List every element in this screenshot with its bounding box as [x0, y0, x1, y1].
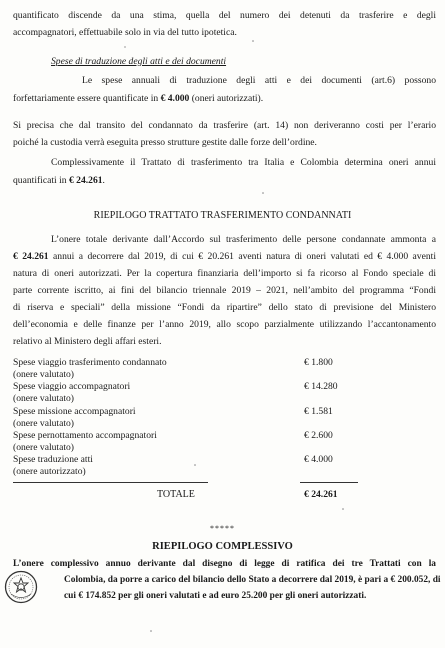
cost-amount: € 2.600 [304, 430, 333, 441]
traduzione-line-1: Le spese annuali di traduzione degli atti e dei documenti (art.6) possono [82, 75, 436, 86]
traduzione-amount: € 4.000 [160, 93, 190, 104]
table-rule-right [300, 482, 358, 483]
intro-line-2: accompagnatori, effettuabile solo in via del tutto ipotetica. [13, 27, 237, 38]
riepilogo-trattato-title: RIEPILOGO TRATTATO TRASFERIMENTO CONDANNATI [93, 210, 352, 221]
riepilogo-trattato-line-3: natura di oneri autorizzati. Per la copertura finanziaria dell’importo si fa ricorso al Fondo speciale di [13, 268, 436, 279]
complessivamente-line-1: Complessivamente il Trattato di trasferimento tra Italia e Colombia determina oneri annui [51, 157, 436, 168]
complessivamente-amount: € 24.261 [68, 175, 103, 186]
section-heading-traduzione: Spese di traduzione degli atti e dei documenti [51, 56, 227, 67]
official-seal-icon [4, 570, 38, 604]
scan-speck [124, 46, 126, 48]
cost-label: Spese pernottamento accompagnatori [13, 430, 157, 441]
riepilogo-complessivo-line-2: Colombia, da porre a carico del bilancio dello Stato a decorrere dal 2019, è pari a € 200.052, di [64, 575, 441, 585]
table-rule-left [13, 482, 208, 483]
cost-label: Spese viaggio trasferimento condannato [13, 357, 167, 368]
cost-amount: € 4.000 [304, 454, 333, 465]
total-label: TOTALE [157, 489, 195, 500]
riepilogo-trattato-line-1: L’onere totale derivante dall’Accordo sul trasferimento delle persone condannate ammonta a [51, 234, 436, 245]
cost-label: Spese traduzione atti [13, 454, 93, 465]
traduzione-line-2 [13, 93, 263, 105]
traduzione-text-pre: forfettariamente essere quantificate in [13, 93, 161, 104]
cost-amount: € 1.581 [304, 406, 333, 417]
cost-note: (onere valutato) [13, 393, 74, 404]
transito-line-2: poiché la custodia verrà eseguita presso strutture gestite dalle forze dell’ordine. [13, 137, 317, 148]
complessivamente-text-post: . [102, 175, 105, 186]
transito-line-1: Si precisa che dal transito del condannato da trasferire (art. 14) non deriveranno costi per l’erario [13, 120, 436, 131]
cost-note: (onere valutato) [13, 442, 74, 453]
cost-amount: € 1.800 [304, 357, 333, 368]
scan-speck [342, 508, 344, 510]
cost-amount: € 14.280 [304, 381, 338, 392]
riepilogo-trattato-line-2 [13, 251, 436, 263]
cost-note: (onere valutato) [13, 369, 74, 380]
separator-asterisks: ***** [210, 524, 235, 533]
riepilogo-trattato-line-5: di riserva e speciali” della missione “Fondi da ripartire” dello stato di previsione del Ministero [13, 302, 436, 313]
scan-speck [252, 40, 254, 42]
scan-speck [194, 464, 196, 466]
intro-line-1: quantificato discende da una stima, quella del numero dei detenuti da trasferire e degli [13, 10, 436, 21]
total-amount: € 24.261 [304, 489, 338, 500]
traduzione-text-post: (oneri autorizzati). [189, 93, 264, 104]
riepilogo-trattato-line-6: dell’economia e delle finanze per l’anno 2019, allo scopo parzialmente utilizzando l’accantonamento [13, 319, 436, 330]
cost-label: Spese viaggio accompagnatori [13, 381, 131, 392]
riepilogo-complessivo-line-3: cui € 174.852 per gli oneri valutati e ad euro 25.200 per gli oneri autorizzati. [64, 591, 367, 601]
cost-note: (onere valutato) [13, 418, 74, 429]
riepilogo-trattato-line-7: relativo al Ministero degli affari esteri. [13, 336, 162, 347]
scan-speck [262, 192, 264, 194]
complessivamente-line-2 [13, 175, 105, 187]
cost-note: (onere autorizzato) [13, 466, 86, 477]
riepilogo-trattato-line-2-rest: annui a decorrere dal 2019, di cui € 20.261 aventi natura di oneri valutati ed € 4.000 aventi [48, 251, 436, 262]
riepilogo-trattato-total: € 24.261 [13, 251, 49, 262]
complessivamente-text-pre: quantificati in [13, 175, 69, 186]
cost-label: Spese missione accompagnatori [13, 406, 136, 417]
riepilogo-trattato-line-4: parte corrente iscritto, ai fini del bilancio triennale 2019 – 2021, nell’ambito del programma “Fondi [13, 285, 436, 296]
riepilogo-complessivo-line-1: L’onere complessivo annuo derivante dal disegno di legge di ratifica dei tre Trattati con la [13, 559, 436, 569]
riepilogo-complessivo-title: RIEPILOGO COMPLESSIVO [152, 541, 293, 552]
scan-speck [150, 630, 152, 632]
